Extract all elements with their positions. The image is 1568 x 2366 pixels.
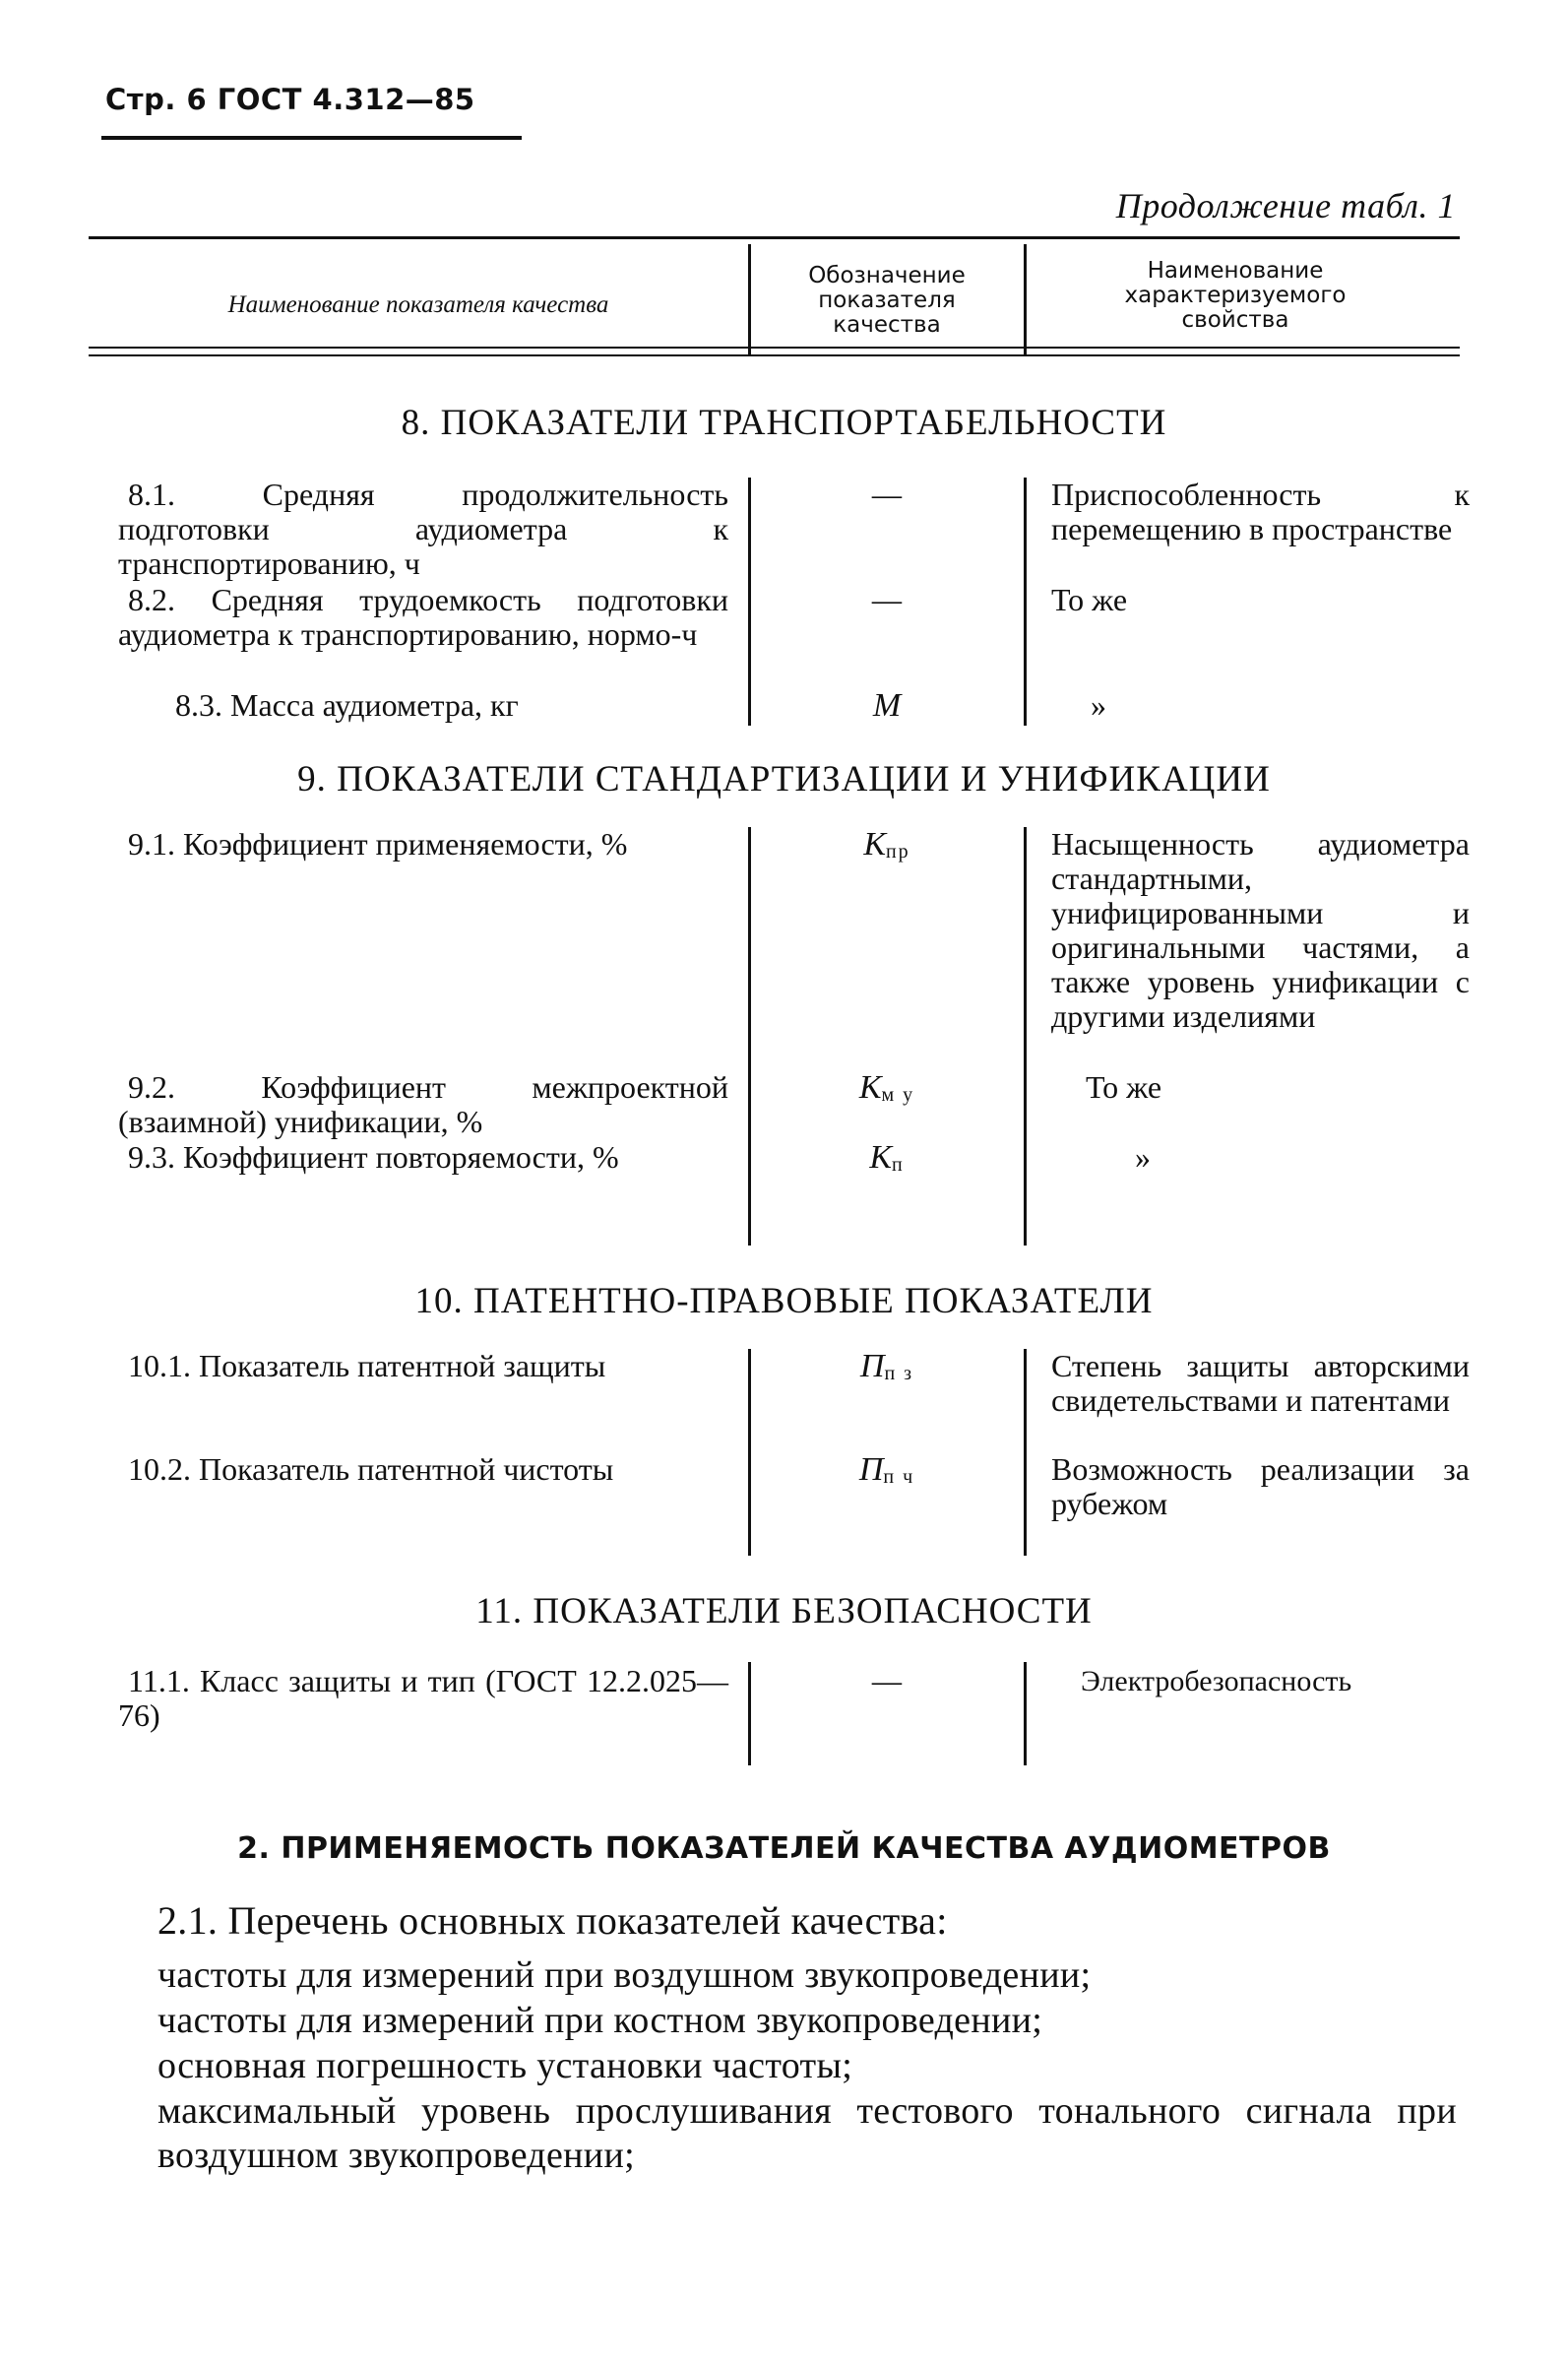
row-10-2-name: 10.2. Показатель патентной чистоты [128,1451,614,1487]
header-divider-1 [748,244,751,354]
row-8-2-symbol: — [871,582,903,618]
divider-11-1 [748,1662,751,1765]
row-10-1-property: Степень защиты авторскими свидетельствами и патентами [1051,1348,1470,1418]
header-col-name: Наименование показателя качества [227,291,609,318]
page-header-rule [101,136,522,140]
divider-9-2 [1024,827,1027,1246]
page-header: Стр. 6 ГОСТ 4.312—85 [105,83,475,116]
section-2-item-1: частоты для измерений при воздушном звукопроведении; [157,1954,1092,1996]
row-8-3-property: » [1091,687,1106,723]
header-divider-2 [1024,244,1027,354]
row-10-1-name: 10.1. Показатель патентной защиты [128,1348,606,1383]
table-continuation-label: Продолжение табл. 1 [1115,186,1456,225]
section-title-10: 10. ПАТЕНТНО-ПРАВОВЫЕ ПОКАЗАТЕЛИ [414,1281,1154,1321]
divider-10-1 [748,1349,751,1556]
row-9-2-property: То же [1086,1069,1162,1105]
header-bottom-rule-1 [89,347,1460,349]
row-9-1-name: 9.1. Коэффициент применяемости, % [128,826,628,862]
row-9-2-name: 9.2. Коэффициент межпроектной (взаимной) унификации, % [118,1069,728,1139]
row-8-1-symbol: — [871,477,903,513]
header-col-property: Наименование характеризуемого свойства [1124,258,1347,333]
row-11-1-name: 11.1. Класс защиты и тип (ГОСТ 12.2.025—76) [118,1663,728,1733]
section-title-8: 8. ПОКАЗАТЕЛИ ТРАНСПОРТАБЕЛЬНОСТИ [401,403,1167,443]
header-col-symbol: Обозначение показателя качества [808,263,966,338]
row-11-1-property: Электробезопасность [1081,1665,1352,1697]
section-title-9: 9. ПОКАЗАТЕЛИ СТАНДАРТИЗАЦИИ И УНИФИКАЦИИ [297,759,1271,799]
row-8-3-name: 8.3. Масса аудиометра, кг [175,687,519,723]
row-9-3-symbol: $К_п$ [869,1139,905,1176]
section-2-lead: 2.1. Перечень основных показателей качества: [157,1898,948,1943]
divider-11-2 [1024,1662,1027,1765]
table-top-rule [89,236,1460,239]
row-10-2-property: Возможность реализации за рубежом [1051,1451,1470,1521]
row-10-2-symbol: $П_{п ч}$ [858,1451,915,1488]
section-2-item-4: максимальный уровень прослушивания тестового тонального сигнала при воздушном звукопроведении; [157,2090,1457,2176]
row-9-3-property: » [1135,1139,1151,1175]
section-2-item-3: основная погрешность установки частоты; [157,2045,853,2086]
row-8-2-name: 8.2. Средняя трудоемкость подготовки аудиометра к транспортированию, нормо-ч [118,582,728,652]
row-8-3-symbol: М [872,687,902,724]
section-2-item-2: частоты для измерений при костном звукопроведении; [157,2000,1043,2041]
section-title-11: 11. ПОКАЗАТЕЛИ БЕЗОПАСНОСТИ [475,1591,1093,1631]
row-8-2-property: То же [1051,582,1128,617]
row-9-1-symbol: $К_{пр}$ [863,826,910,863]
row-9-2-symbol: $К_{м у}$ [858,1069,915,1106]
divider-8-2 [1024,478,1027,726]
row-11-1-symbol: — [871,1663,903,1699]
header-bottom-rule-2 [89,354,1460,356]
row-8-1-property: Приспособленность к перемещению в пространстве [1051,477,1470,546]
divider-8-1 [748,478,751,726]
row-9-3-name: 9.3. Коэффициент повторяемости, % [128,1139,619,1175]
divider-9-1 [748,827,751,1246]
divider-10-2 [1024,1349,1027,1556]
row-8-1-name: 8.1. Средняя продолжительность подготовки аудиометра к транспортированию, ч [118,477,728,581]
row-9-1-property: Насыщенность аудиометра стандартными, унифицированными и оригинальными частями, а также уровень унификации с другими изделиями [1051,826,1470,1034]
row-10-1-symbol: $П_{п з}$ [859,1348,914,1384]
section-2-title: 2. ПРИМЕНЯЕМОСТЬ ПОКАЗАТЕЛЕЙ КАЧЕСТВА АУДИОМЕТРОВ [237,1831,1331,1866]
